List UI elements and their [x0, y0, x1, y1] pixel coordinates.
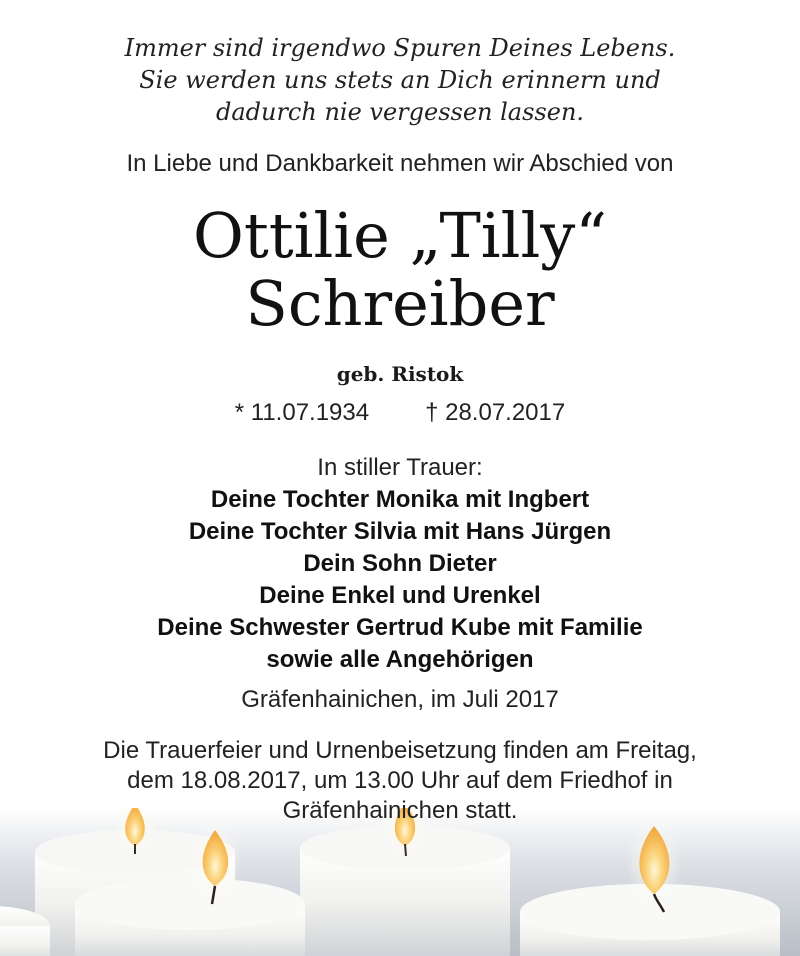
poem-line: Sie werden uns stets an Dich erinnern und: [139, 66, 661, 94]
life-dates: [0, 396, 800, 430]
deceased-name: [0, 199, 800, 340]
mourner-entry: Deine Enkel und Urenkel: [259, 582, 541, 609]
birth-date: * 11.07.1934: [234, 399, 370, 426]
farewell-intro: In Liebe und Dankbarkeit nehmen wir Abschied von: [126, 150, 674, 177]
funeral-line: Gräfenhainichen statt.: [282, 797, 518, 824]
funeral-line: dem 18.08.2017, um 13.00 Uhr auf dem Friedhof in: [127, 767, 673, 794]
memorial-poem: [0, 32, 800, 128]
deceased-name-last: Schreiber: [245, 267, 555, 340]
funeral-info: [0, 736, 800, 826]
deceased-name-first: Ottilie „Tilly“: [192, 199, 608, 272]
mourner-entry: Deine Tochter Silvia mit Hans Jürgen: [188, 518, 612, 545]
poem-line: Immer sind irgendwo Spuren Deines Lebens.: [124, 34, 676, 62]
mourner-entry: Deine Schwester Gertrud Kube mit Familie: [157, 614, 643, 641]
mourners-block: [0, 452, 800, 676]
maiden-name: geb. Ristok: [336, 362, 464, 386]
place-and-date: Gräfenhainichen, im Juli 2017: [241, 686, 559, 713]
mourner-entry: Deine Tochter Monika mit Ingbert: [210, 486, 590, 513]
mourner-entry: sowie alle Angehörigen: [266, 646, 534, 673]
funeral-line: Die Trauerfeier und Urnenbeisetzung finden am Freitag,: [103, 737, 697, 764]
death-date: † 28.07.2017: [425, 399, 566, 426]
mourner-entry: Dein Sohn Dieter: [303, 550, 497, 577]
poem-line: dadurch nie vergessen lassen.: [215, 98, 585, 126]
mourners-label: In stiller Trauer:: [317, 454, 483, 481]
candles-image: [0, 808, 800, 956]
